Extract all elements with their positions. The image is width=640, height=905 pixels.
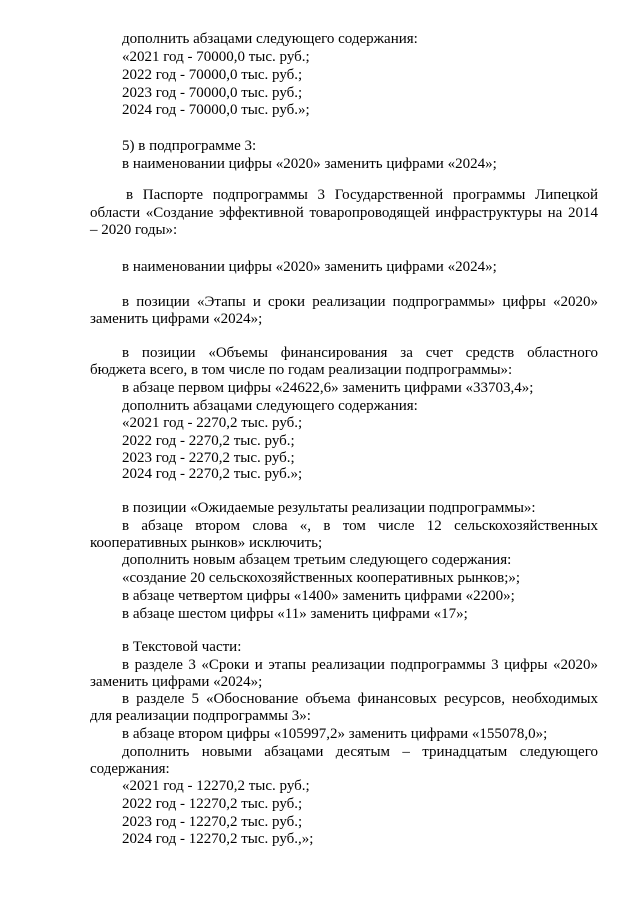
text-line: 2024 год - 12270,2 тыс. руб.,»; [122, 831, 314, 847]
text-line: 5) в подпрограмме 3: [122, 138, 257, 154]
text-line: дополнить абзацами следующего содержания: [122, 398, 418, 414]
text-line: 2022 год - 2270,2 тыс. руб.; [122, 433, 295, 449]
text-line: в абзаце четвертом цифры «1400» заменить цифрами «2200»; [122, 588, 515, 604]
text-line: 2022 год - 70000,0 тыс. руб.; [122, 67, 303, 83]
text-line: 2024 год - 2270,2 тыс. руб.»; [122, 466, 303, 482]
text-line: кооперативных рынков» исключить; [90, 535, 323, 551]
text-line: в абзаце шестом цифры «11» заменить цифрами «17»; [122, 606, 468, 622]
text-line: в разделе 3 «Сроки и этапы реализации подпрограммы 3 цифры «2020» [122, 657, 598, 673]
text-line: заменить цифрами «2024»; [90, 311, 263, 327]
text-line: – 2020 годы»: [90, 222, 178, 238]
text-line: 2022 год - 12270,2 тыс. руб.; [122, 796, 303, 812]
text-line: «2021 год - 70000,0 тыс. руб.; [122, 49, 310, 65]
text-line: в разделе 5 «Обоснование объема финансовых ресурсов, необходимых [122, 691, 598, 707]
text-line: в абзаце первом цифры «24622,6» заменить цифрами «33703,4»; [122, 380, 534, 396]
text-line: 2023 год - 2270,2 тыс. руб.; [122, 450, 295, 466]
text-line: «создание 20 сельскохозяйственных кооперативных рынков;»; [122, 570, 521, 586]
text-line: 2023 год - 12270,2 тыс. руб.; [122, 814, 303, 830]
text-line: области «Создание эффективной товаропроводящей инфраструктуры на 2014 [90, 205, 598, 221]
text-line: бюджета всего, в том числе по годам реализации подпрограммы»: [90, 362, 513, 378]
text-line: в Паспорте подпрограммы 3 Государственной программы Липецкой [126, 187, 598, 203]
text-line: дополнить новыми абзацами десятым – тринадцатым следующего [122, 744, 598, 760]
text-line: заменить цифрами «2024»; [90, 674, 263, 690]
text-line: 2023 год - 70000,0 тыс. руб.; [122, 85, 303, 101]
text-line: в наименовании цифры «2020» заменить цифрами «2024»; [122, 259, 497, 275]
text-line: «2021 год - 2270,2 тыс. руб.; [122, 415, 303, 431]
text-line: содержания: [90, 761, 170, 777]
text-line: в Текстовой части: [122, 639, 242, 655]
text-line: дополнить абзацами следующего содержания: [122, 31, 418, 47]
text-line: дополнить новым абзацем третьим следующего содержания: [122, 552, 512, 568]
text-line: в позиции «Этапы и сроки реализации подпрограммы» цифры «2020» [122, 294, 598, 310]
text-line: в наименовании цифры «2020» заменить цифрами «2024»; [122, 156, 497, 172]
text-line: в абзаце втором цифры «105997,2» заменить цифрами «155078,0»; [122, 726, 548, 742]
text-line: 2024 год - 70000,0 тыс. руб.»; [122, 102, 310, 118]
text-line: в позиции «Ожидаемые результаты реализации подпрограммы»: [122, 500, 536, 516]
text-line: для реализации подпрограммы 3»: [90, 708, 311, 724]
text-line: в позиции «Объемы финансирования за счет средств областного [122, 345, 598, 361]
text-line: в абзаце втором слова «, в том числе 12 сельскохозяйственных [122, 518, 598, 534]
text-line: «2021 год - 12270,2 тыс. руб.; [122, 778, 310, 794]
